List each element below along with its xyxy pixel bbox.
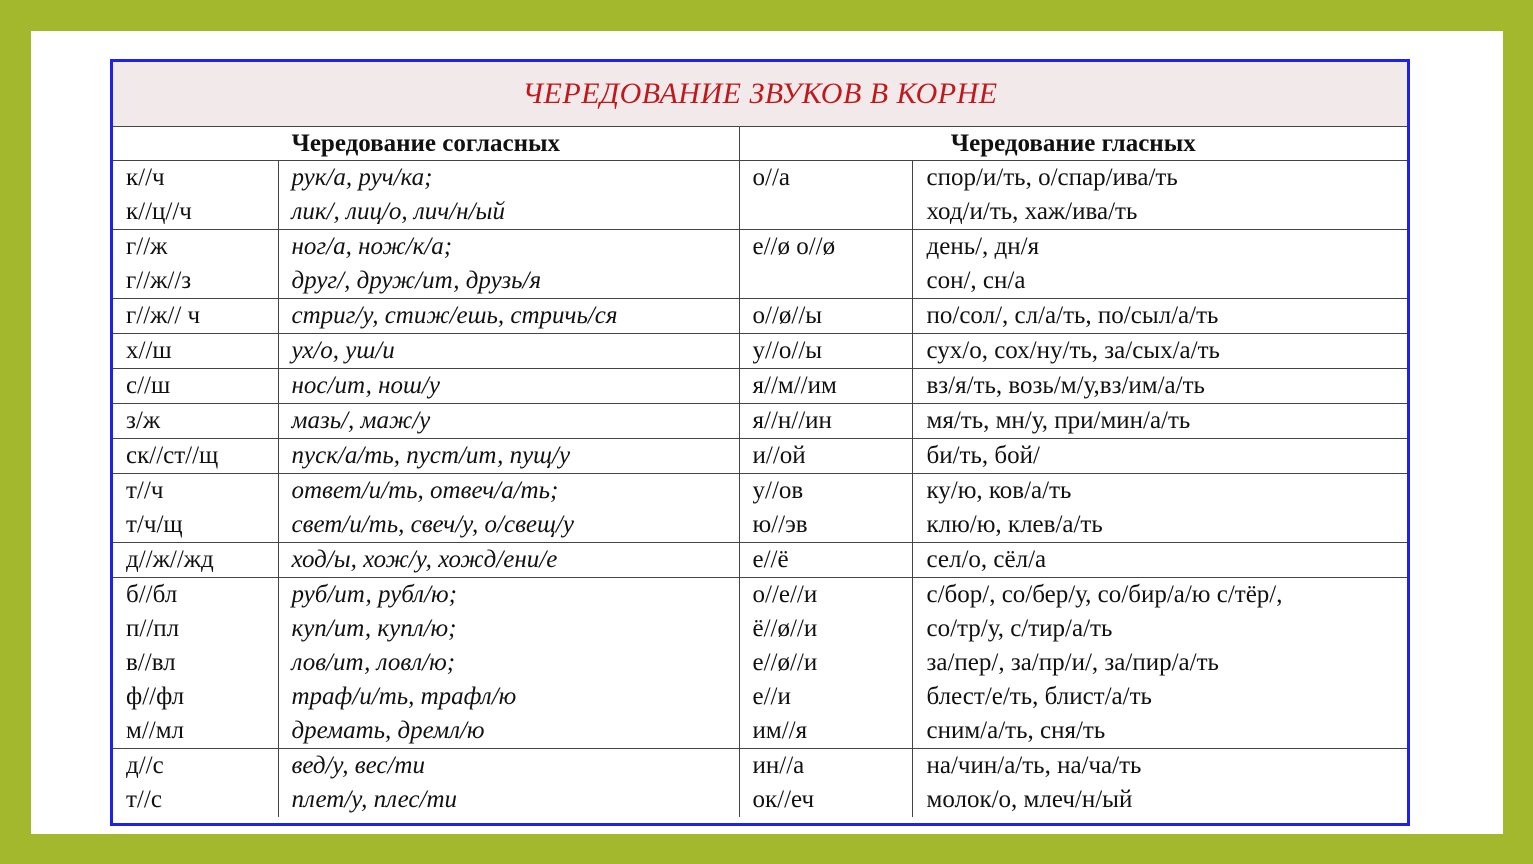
consonant-examples-cell xyxy=(278,439,739,474)
consonant-examples-line: ход/ы, хож/у, хожд/ени/е xyxy=(291,546,558,573)
vowel-pattern-line: им//я xyxy=(752,717,808,744)
consonant-examples-line: вед/у, вес/ти xyxy=(291,752,425,779)
vowel-examples-cell xyxy=(912,334,1407,369)
table-row xyxy=(113,439,1407,474)
consonant-examples-cell xyxy=(278,369,739,404)
vowel-pattern-cell xyxy=(739,230,912,299)
vowel-examples-line: со/тр/у, с/тир/а/ть xyxy=(926,615,1113,642)
vowel-pattern-cell xyxy=(739,474,912,543)
consonant-pattern-line: в//вл xyxy=(126,649,176,676)
consonant-pattern-cell xyxy=(113,439,278,474)
vowel-examples-cell xyxy=(912,404,1407,439)
vowel-examples-line: сух/о, сох/ну/ть, за/сых/а/ть xyxy=(926,337,1220,364)
consonant-pattern-cell xyxy=(113,578,278,749)
vowel-pattern-line: е//и xyxy=(752,683,791,710)
consonant-pattern-line: г//ж//з xyxy=(126,267,192,294)
table-row xyxy=(113,578,1407,749)
consonant-examples-line: лов/ит, ловл/ю; xyxy=(291,649,456,676)
vowel-pattern-line: ё//ø//и xyxy=(752,615,818,642)
vowel-pattern-cell xyxy=(739,334,912,369)
header-consonants: Чередование согласных xyxy=(113,127,739,161)
consonant-pattern-line: г//ж// ч xyxy=(126,302,201,329)
consonant-pattern-cell xyxy=(113,299,278,334)
vowel-pattern-line: ин//а xyxy=(752,752,805,779)
consonant-examples-line: друг/, друж/ит, друзь/я xyxy=(291,267,542,294)
table-title-bar xyxy=(113,62,1407,127)
vowel-pattern-line: я//м//им xyxy=(752,372,837,399)
vowel-examples-cell xyxy=(912,543,1407,578)
vowel-examples-line: день/, дн/я xyxy=(926,233,1040,260)
vowel-pattern-cell xyxy=(739,369,912,404)
vowel-pattern-line: е//ø//и xyxy=(752,649,818,676)
vowel-pattern-line: е//ё xyxy=(752,546,789,573)
table-row xyxy=(113,230,1407,299)
consonant-examples-cell xyxy=(278,230,739,299)
table-row xyxy=(113,543,1407,578)
vowel-examples-line: спор/и/ть, о/спар/ива/ть xyxy=(926,164,1178,191)
consonant-examples-line: ног/а, нож/к/а; xyxy=(291,233,453,260)
vowel-pattern-line: ю//эв xyxy=(752,511,808,538)
vowel-pattern-line xyxy=(753,195,912,229)
vowel-pattern-cell xyxy=(739,404,912,439)
consonant-examples-line: мазь/, маж/у xyxy=(291,407,431,434)
vowel-examples-line: за/пер/, за/пр/и/, за/пир/а/ть xyxy=(926,649,1219,676)
vowel-examples-line: би/ть, бой/ xyxy=(926,442,1040,469)
consonant-pattern-cell xyxy=(113,404,278,439)
table-title: ЧЕРЕДОВАНИЕ ЗВУКОВ В КОРНЕ xyxy=(522,77,998,110)
consonant-examples-line: плет/у, плес/ти xyxy=(291,786,458,813)
table-row xyxy=(113,369,1407,404)
consonant-examples-line: рук/а, руч/ка; xyxy=(291,164,433,191)
consonant-examples-cell xyxy=(278,404,739,439)
vowel-examples-line: ход/и/ть, хаж/ива/ть xyxy=(926,198,1138,225)
vowel-examples-cell xyxy=(912,474,1407,543)
consonant-examples-line: пуск/а/ть, пуст/ит, пущ/у xyxy=(291,442,571,469)
slide-background xyxy=(31,31,1503,834)
table-row xyxy=(113,161,1407,230)
vowel-examples-line: сним/а/ть, сня/ть xyxy=(926,717,1106,744)
vowel-pattern-cell xyxy=(739,161,912,230)
table-row xyxy=(113,334,1407,369)
consonant-pattern-line: к//ц//ч xyxy=(126,198,192,225)
vowel-pattern-line: о//ø//ы xyxy=(752,302,823,329)
consonant-pattern-cell xyxy=(113,230,278,299)
consonant-pattern-line: г//ж xyxy=(126,233,168,260)
vowel-pattern-line: е//ø о//ø xyxy=(752,233,836,260)
consonant-examples-line: куп/ит, купл/ю; xyxy=(291,615,457,642)
consonant-examples-line: лик/, лиц/о, лич/н/ый xyxy=(291,198,505,225)
vowel-examples-cell xyxy=(912,439,1407,474)
vowel-examples-cell xyxy=(912,230,1407,299)
vowel-examples-line: на/чин/а/ть, на/ча/ть xyxy=(926,752,1142,779)
consonant-pattern-cell xyxy=(113,543,278,578)
vowel-examples-line: клю/ю, клев/а/ть xyxy=(926,511,1103,538)
vowel-examples-line: по/сол/, сл/а/ть, по/сыл/а/ть xyxy=(926,302,1219,329)
vowel-examples-cell xyxy=(912,749,1407,818)
vowel-examples-line: молок/о, млеч/н/ый xyxy=(926,786,1133,813)
table-row xyxy=(113,404,1407,439)
consonant-pattern-line: п//пл xyxy=(126,615,180,642)
consonant-examples-cell xyxy=(278,161,739,230)
table-row xyxy=(113,299,1407,334)
consonant-pattern-cell xyxy=(113,334,278,369)
consonant-examples-cell xyxy=(278,474,739,543)
vowel-examples-line: сон/, сн/а xyxy=(926,267,1026,294)
vowel-examples-cell xyxy=(912,369,1407,404)
consonant-examples-line: траф/и/ть, трафл/ю xyxy=(291,683,517,710)
header-row xyxy=(113,127,1407,161)
consonant-pattern-line: ф//фл xyxy=(126,683,185,710)
vowel-examples-line: блест/е/ть, блист/а/ть xyxy=(926,683,1152,710)
consonant-pattern-line: б//бл xyxy=(126,581,178,608)
vowel-pattern-cell xyxy=(739,578,912,749)
consonant-examples-line: дремать, дремл/ю xyxy=(291,717,485,744)
consonant-pattern-line: т//ч xyxy=(126,477,164,504)
consonant-pattern-cell xyxy=(113,369,278,404)
vowel-pattern-line: я//н//ин xyxy=(752,407,832,434)
consonant-pattern-line: т/ч/щ xyxy=(126,511,183,538)
vowel-pattern-cell xyxy=(739,439,912,474)
vowel-examples-line: с/бор/, со/бер/у, со/бир/а/ю с/тёр/, xyxy=(926,581,1283,608)
table-row xyxy=(113,749,1407,818)
table-row xyxy=(113,474,1407,543)
consonant-examples-line: ответ/и/ть, отвеч/а/ть; xyxy=(291,477,559,504)
vowel-pattern-cell xyxy=(739,299,912,334)
table-frame xyxy=(110,59,1410,826)
vowel-pattern-line: у//о//ы xyxy=(752,337,823,364)
consonant-examples-cell xyxy=(278,334,739,369)
consonant-examples-cell xyxy=(278,299,739,334)
consonant-examples-line: нос/ит, нош/у xyxy=(291,372,440,399)
consonant-pattern-line: д//с xyxy=(126,752,164,779)
vowel-examples-line: ку/ю, ков/а/ть xyxy=(926,477,1072,504)
consonant-examples-line: ух/о, уш/и xyxy=(291,337,395,364)
consonant-pattern-line: д//ж//жд xyxy=(126,546,214,573)
consonant-pattern-cell xyxy=(113,474,278,543)
vowel-examples-cell xyxy=(912,161,1407,230)
vowel-examples-cell xyxy=(912,299,1407,334)
vowel-pattern-line: и//ой xyxy=(752,442,806,469)
vowel-examples-line: сел/о, сёл/а xyxy=(926,546,1047,573)
consonant-examples-line: свет/и/ть, свеч/у, о/свещ/у xyxy=(291,511,574,538)
vowel-examples-line: вз/я/ть, возь/м/у,вз/им/а/ть xyxy=(926,372,1205,399)
vowel-examples-cell xyxy=(912,578,1407,749)
consonant-pattern-line: з/ж xyxy=(126,407,161,434)
header-vowels: Чередование гласных xyxy=(739,127,1407,161)
consonant-pattern-line: м//мл xyxy=(126,717,185,744)
consonant-examples-line: стриг/у, стиж/ешь, стричь/ся xyxy=(291,302,618,329)
consonant-examples-cell xyxy=(278,543,739,578)
vowel-pattern-cell xyxy=(739,749,912,818)
consonant-pattern-line: т//с xyxy=(126,786,162,813)
vowel-pattern-cell xyxy=(739,543,912,578)
consonant-pattern-cell xyxy=(113,161,278,230)
consonant-examples-cell xyxy=(278,749,739,818)
consonant-examples-cell xyxy=(278,578,739,749)
vowel-pattern-line xyxy=(753,264,912,298)
vowel-pattern-line: у//ов xyxy=(752,477,804,504)
vowel-pattern-line: о//е//и xyxy=(752,581,818,608)
vowel-pattern-line: ок//еч xyxy=(752,786,815,813)
consonant-examples-line: руб/ит, рубл/ю; xyxy=(291,581,457,608)
vowel-examples-line: мя/ть, мн/у, при/мин/а/ть xyxy=(926,407,1191,434)
consonant-pattern-line: ск//ст//щ xyxy=(126,442,219,469)
table-body xyxy=(113,161,1407,818)
alternation-table xyxy=(113,127,1407,817)
consonant-pattern-line: х//ш xyxy=(126,337,172,364)
consonant-pattern-cell xyxy=(113,749,278,818)
vowel-pattern-line: о//а xyxy=(752,164,790,191)
consonant-pattern-line: с//ш xyxy=(126,372,171,399)
consonant-pattern-line: к//ч xyxy=(126,164,165,191)
